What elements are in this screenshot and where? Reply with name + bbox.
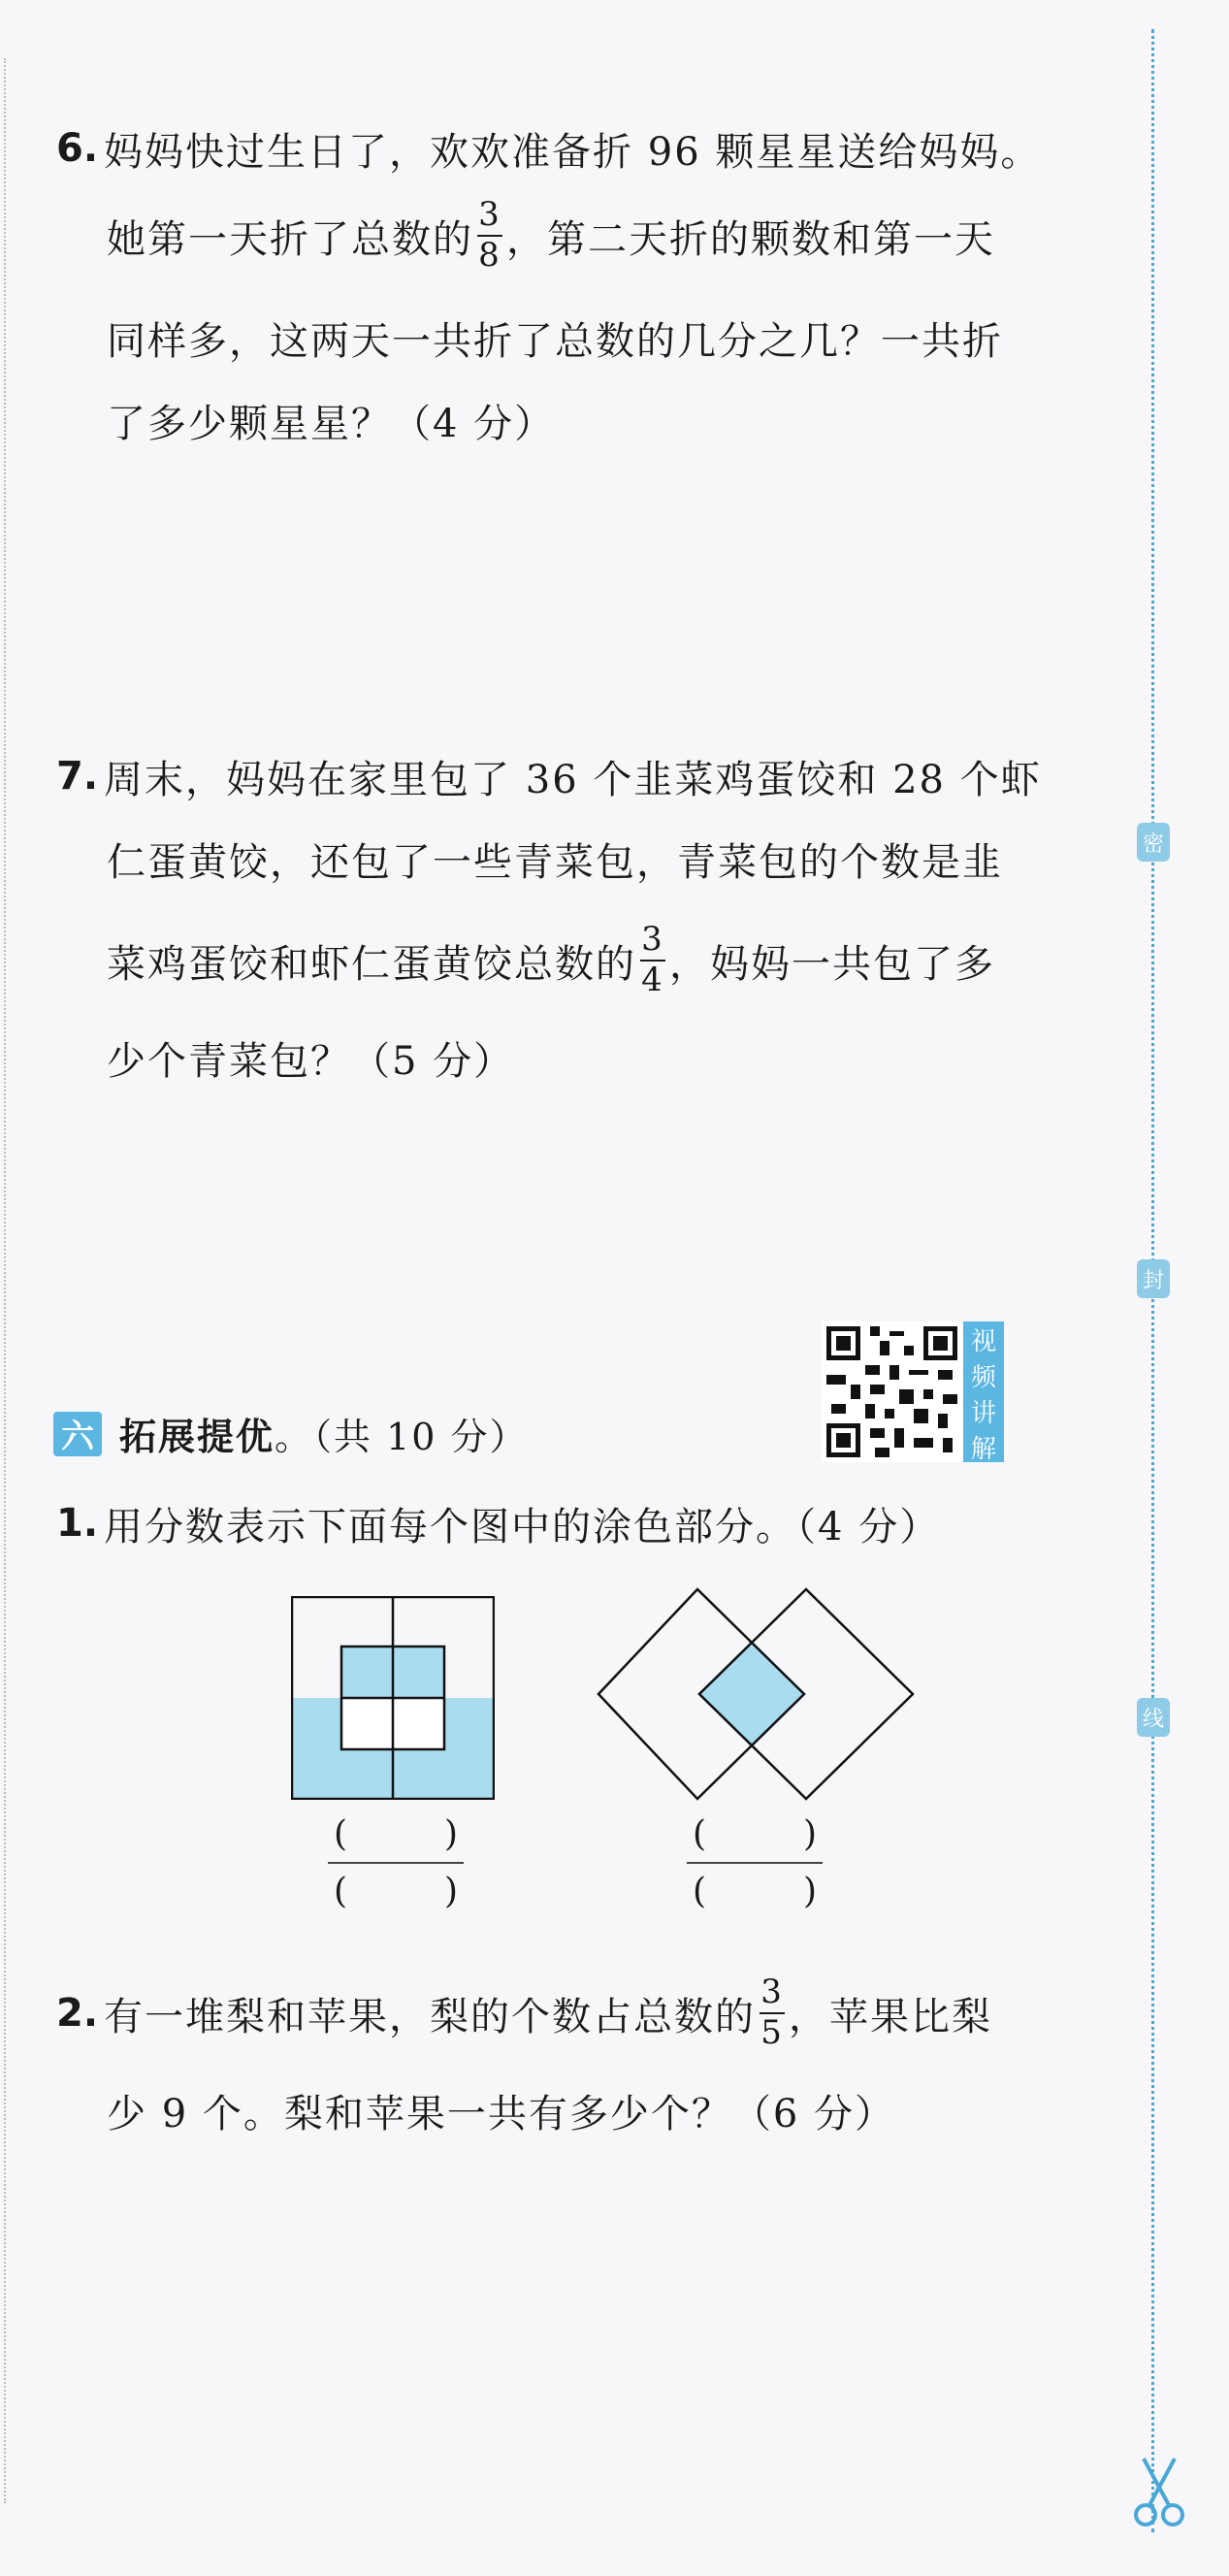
question-text: 少 9 个。梨和苹果一共有多少个？（6 分） — [107, 2091, 896, 2136]
question-text: 菜鸡蛋饺和虾仁蛋黄饺总数的 — [107, 941, 636, 987]
paren-open: ( — [334, 1872, 348, 1911]
paren-close: ) — [802, 1814, 817, 1854]
question-text: 用分数表示下面每个图中的涂色部分。（4 分） — [104, 1504, 941, 1549]
denominator: 8 — [478, 236, 501, 275]
denominator: 4 — [641, 961, 664, 999]
fraction — [477, 195, 502, 275]
video-explain-label[interactable] — [963, 1321, 1004, 1462]
paren-open: ( — [334, 1814, 348, 1854]
paren-open: ( — [693, 1814, 707, 1854]
question-number: 6. — [56, 126, 99, 171]
section6-question-2 — [56, 1960, 1114, 2154]
paren-open: ( — [693, 1872, 707, 1911]
section-badge: 六 — [53, 1412, 102, 1456]
side-tab-feng: 封 — [1137, 1259, 1170, 1298]
question-number: 2. — [56, 1991, 99, 2036]
paren-close: ) — [802, 1872, 817, 1911]
fraction-bar — [687, 1862, 823, 1864]
section-header — [53, 1407, 529, 1460]
numerator: 3 — [760, 1973, 784, 2012]
square-figure — [291, 1596, 495, 1800]
denominator: 5 — [760, 2013, 784, 2052]
question-7 — [56, 742, 1114, 1101]
qr-label-char: 视 — [970, 1327, 996, 1356]
answer-blank-1[interactable] — [328, 1814, 464, 1911]
question-text: ，第二天折的颗数和第一天 — [506, 216, 995, 262]
numerator: 3 — [478, 195, 501, 235]
diamond-figure — [597, 1586, 917, 1810]
question-6 — [56, 114, 1114, 454]
paren-close: ) — [443, 1814, 458, 1854]
qr-label-char: 解 — [970, 1435, 996, 1464]
question-text: 有一堆梨和苹果，梨的个数占总数的 — [104, 1994, 757, 2039]
question-number: 7. — [56, 754, 99, 799]
question-text: ，苹果比梨 — [789, 1994, 993, 2039]
scissors-icon — [1130, 2455, 1188, 2532]
side-tab-mi: 密 — [1137, 823, 1170, 862]
question-text: 妈妈快过生日了，欢欢准备折 96 颗星星送给妈妈。 — [104, 129, 1042, 175]
section-score: 。（共 10 分） — [275, 1416, 529, 1458]
fraction-bar — [328, 1862, 464, 1864]
qr-code[interactable] — [822, 1321, 962, 1462]
question-number: 1. — [56, 1501, 99, 1546]
answer-blank-2[interactable] — [687, 1814, 823, 1911]
qr-label-char: 讲 — [970, 1399, 996, 1428]
numerator: 3 — [641, 920, 664, 960]
fraction — [640, 920, 665, 999]
section-title: 拓展提优 — [119, 1416, 275, 1458]
question-text: ，妈妈一共包了多 — [669, 941, 995, 987]
question-text: 少个青菜包？（5 分） — [107, 1038, 515, 1084]
side-tab-xian: 线 — [1137, 1698, 1170, 1737]
question-text: 她第一天折了总数的 — [107, 216, 473, 262]
paren-close: ) — [443, 1872, 458, 1911]
question-text: 了多少颗星星？（4 分） — [107, 401, 556, 446]
left-margin-rule — [4, 58, 6, 2503]
question-text: 仁蛋黄饺，还包了一些青菜包，青菜包的个数是韭 — [107, 839, 1003, 885]
fraction — [760, 1975, 785, 2050]
question-text: 周末，妈妈在家里包了 36 个韭菜鸡蛋饺和 28 个虾 — [104, 757, 1042, 802]
question-text: 同样多，这两天一共折了总数的几分之几？一共折 — [107, 318, 1003, 364]
section6-question-1 — [56, 1489, 1114, 1557]
qr-label-char: 频 — [970, 1363, 996, 1392]
